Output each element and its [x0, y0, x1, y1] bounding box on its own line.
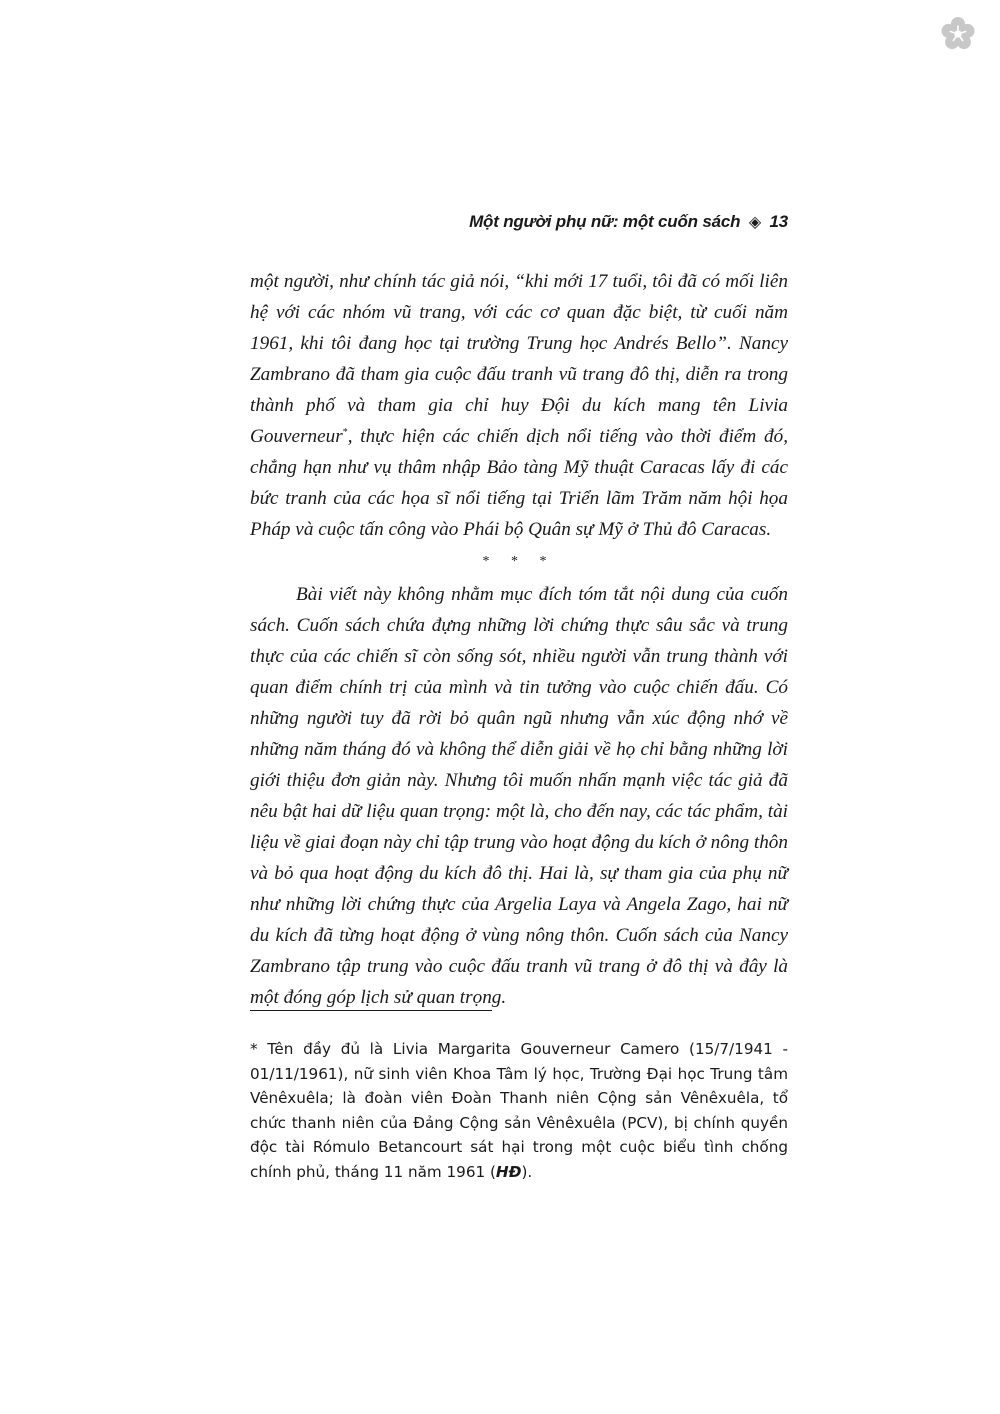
footnote-marker: * — [342, 427, 348, 438]
paragraph-2: Bài viết này không nhằm mục đích tóm tắt nội dung của cuốn sách. Cuốn sách chứa đựng những lời chứng thực sâu sắc và trung thực của các chiến sĩ còn sống sót, nhiều người vẫn trung thành với quan điểm chính trị của mình và tin tưởng vào cuộc chiến đấu. Có những người tuy đã rời bỏ quân ngũ nhưng vẫn xúc động nhớ về những năm tháng đó và không thể diễn giải về họ chỉ bằng những lời giới thiệu đơn giản này. Nhưng tôi muốn nhấn mạnh việc tác giả đã nêu bật hai dữ liệu quan trọng: một là, cho đến nay, các tác phẩm, tài liệu về giai đoạn này chỉ tập trung vào hoạt động du kích ở nông thôn và bỏ qua hoạt động du kích đô thị. Hai là, sự tham gia của phụ nữ như những lời chứng thực của Argelia Laya và Angela Zago, hai nữ du kích đã từng hoạt động ở vùng nông thôn. Cuốn sách của Nancy Zambrano tập trung vào cuộc đấu tranh vũ trang ở đô thị và đây là một đóng góp lịch sử quan trọng. — [250, 584, 788, 1008]
flower-logo-icon — [938, 14, 978, 54]
main-text — [250, 266, 788, 1013]
paragraph-1-part-a: một người, như chính tác giả nói, “khi mới 17 tuổi, tôi đã có mối liên hệ với các nhóm vũ trang, với các cơ quan đặc biệt, từ cuối năm 1961, khi tôi đang học tại trường Trung học Andrés Bello”. Nancy Zambrano đã tham gia cuộc đấu tranh vũ trang đô thị, diễn ra trong thành phố và tham gia chỉ huy Đội du kích mang tên Livia Gouverneur — [250, 271, 788, 447]
footnote-text: * Tên đầy đủ là Livia Margarita Gouverneur Camero (15/7/1941 - 01/11/1961), nữ sinh viên Khoa Tâm lý học, Trường Đại học Trung tâm Vênêxuêla; là đoàn viên Đoàn Thanh niên Cộng sản Vênêxuêla, tổ chức thanh niên của Đảng Cộng sản Vênêxuêla (PCV), bị chính quyền độc tài Rómulo Betancourt sát hại trong một cuộc biểu tình chống chính phủ, tháng 11 năm 1961 ( — [250, 1040, 788, 1181]
footnote — [250, 1037, 788, 1185]
paragraph-1-part-b: , thực hiện các chiến dịch nổi tiếng vào thời điểm đó, chẳng hạn như vụ thâm nhập Bảo tàng Mỹ thuật Caracas lấy đi các bức tranh của các họa sĩ nổi tiếng tại Triển lãm Trăm năm hội họa Pháp và cuộc tấn công vào Phái bộ Quân sự Mỹ ở Thủ đô Caracas. — [250, 426, 788, 540]
footnote-closing: ). — [521, 1162, 533, 1181]
footnote-divider — [250, 1010, 492, 1011]
page-number: 13 — [769, 212, 788, 231]
running-header — [250, 212, 788, 232]
footnote-source-abbr: HĐ — [495, 1162, 522, 1181]
running-title: Một người phụ nữ: một cuốn sách — [469, 212, 741, 231]
section-break: * * * — [482, 554, 556, 569]
paragraph-1 — [250, 266, 788, 545]
diamond-separator-icon: ◈ — [748, 214, 761, 231]
